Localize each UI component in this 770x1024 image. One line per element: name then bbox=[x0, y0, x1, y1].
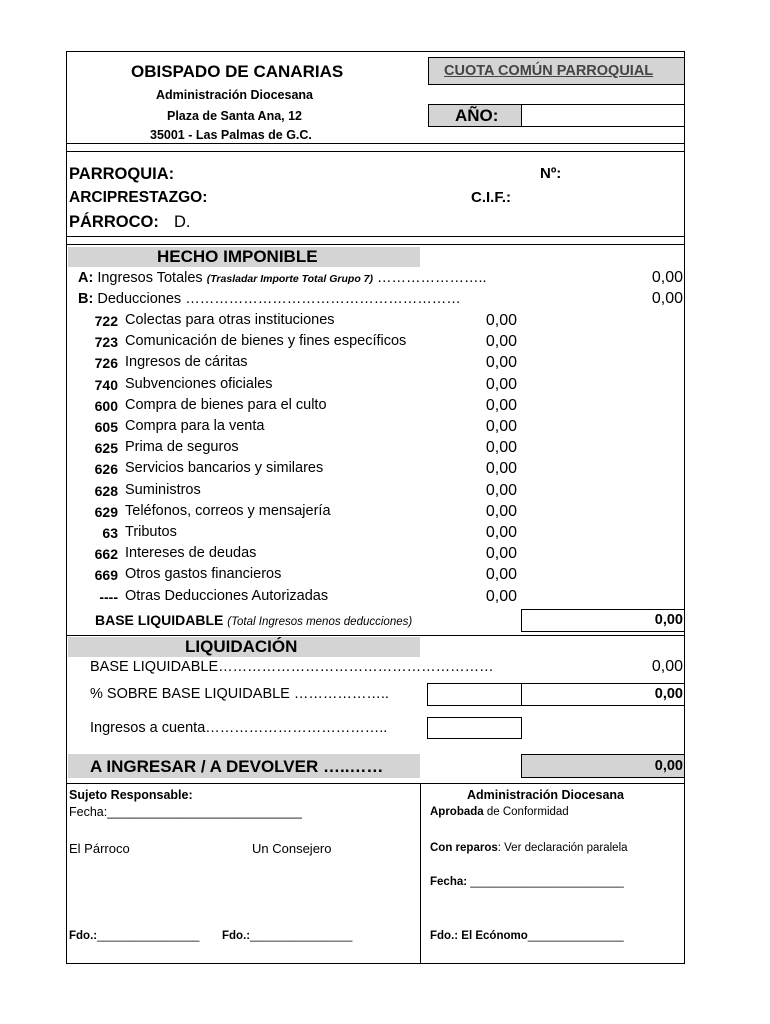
deduction-desc: Colectas para otras instituciones bbox=[125, 312, 335, 328]
deduction-code: 669 bbox=[94, 567, 118, 583]
pct-input[interactable] bbox=[427, 683, 522, 706]
deduction-value: 0,00 bbox=[485, 376, 517, 393]
base-liquidable-row: BASE LIQUIDABLE (Total Ingresos menos deducciones) bbox=[95, 612, 413, 628]
deduction-desc: Ingresos de cáritas bbox=[125, 354, 248, 370]
pct-result-value: 0,00 bbox=[654, 686, 683, 702]
divider bbox=[66, 236, 685, 237]
liq-base-label: BASE LIQUIDABLE………………………………………………… bbox=[90, 659, 494, 675]
deduction-desc: Tributos bbox=[125, 524, 177, 540]
deduction-value: 0,00 bbox=[485, 545, 517, 562]
deduction-value: 0,00 bbox=[485, 312, 517, 329]
org-title: OBISPADO DE CANARIAS bbox=[131, 62, 344, 81]
parroquia-label: PARROQUIA: bbox=[69, 165, 175, 183]
deduction-code: 63 bbox=[102, 525, 118, 541]
year-label: AÑO: bbox=[455, 106, 499, 125]
deduction-desc: Suministros bbox=[125, 482, 201, 498]
city: 35001 - Las Palmas de G.C. bbox=[150, 128, 312, 142]
deduction-value: 0,00 bbox=[485, 566, 517, 583]
deduction-value: 0,00 bbox=[485, 588, 517, 605]
divider bbox=[66, 151, 685, 152]
deduction-desc: Prima de seguros bbox=[125, 439, 239, 455]
deduction-value: 0,00 bbox=[485, 482, 517, 499]
deduction-code: 726 bbox=[94, 355, 118, 371]
deduction-code: 629 bbox=[94, 504, 118, 520]
deducciones-row: B: Deducciones ………………………………………………… bbox=[78, 291, 461, 307]
ingresar-value: 0,00 bbox=[654, 758, 683, 774]
deduction-code: 723 bbox=[94, 334, 118, 350]
ingresos-value: 0,00 bbox=[651, 269, 683, 286]
fdo-economo[interactable]: Fdo.: El Ecónomo_______________ bbox=[430, 930, 624, 942]
aprobada-row: Aprobada de Conformidad bbox=[430, 806, 569, 818]
deduction-value: 0,00 bbox=[485, 418, 517, 435]
deduction-value: 0,00 bbox=[485, 503, 517, 520]
deduction-value: 0,00 bbox=[485, 354, 517, 371]
deduction-desc: Comunicación de bienes y fines específicos bbox=[125, 333, 407, 349]
deducciones-value: 0,00 bbox=[651, 290, 683, 307]
base-liquidable-value: 0,00 bbox=[654, 612, 683, 628]
deduction-desc: Otros gastos financieros bbox=[125, 566, 282, 582]
address: Plaza de Santa Ana, 12 bbox=[167, 109, 303, 123]
fecha-field[interactable]: Fecha:____________________________ bbox=[69, 805, 302, 819]
doc-title: CUOTA COMÚN PARROQUIAL bbox=[444, 63, 654, 79]
year-input[interactable] bbox=[521, 104, 685, 127]
deduction-code: 740 bbox=[94, 377, 118, 393]
deduction-desc: Compra para la venta bbox=[125, 418, 265, 434]
arciprestazgo-label: ARCIPRESTAZGO: bbox=[69, 189, 208, 206]
footer-divider bbox=[420, 783, 421, 964]
deduction-desc: Subvenciones oficiales bbox=[125, 376, 273, 392]
deduction-code: 625 bbox=[94, 440, 118, 456]
admin-subtitle: Administración Diocesana bbox=[156, 88, 313, 102]
parroco-value: D. bbox=[174, 213, 191, 231]
admin-footer-title: Administración Diocesana bbox=[467, 788, 624, 802]
divider bbox=[66, 244, 685, 245]
liq-base-value: 0,00 bbox=[651, 658, 683, 675]
parroco-sign-label: El Párroco bbox=[69, 841, 130, 856]
deduction-desc: Servicios bancarios y similares bbox=[125, 460, 324, 476]
reparos-row: Con reparos: Ver declaración paralela bbox=[430, 842, 628, 854]
parroco-label: PÁRROCO: bbox=[69, 213, 159, 231]
deduction-desc: Otras Deducciones Autorizadas bbox=[125, 588, 329, 604]
deduction-desc: Compra de bienes para el culto bbox=[125, 397, 327, 413]
divider bbox=[66, 635, 685, 636]
deduction-value: 0,00 bbox=[485, 460, 517, 477]
deduction-code: 600 bbox=[94, 398, 118, 414]
admin-fecha-field[interactable]: Fecha: ________________________ bbox=[430, 876, 624, 888]
deduction-code: 628 bbox=[94, 483, 118, 499]
consejero-sign-label: Un Consejero bbox=[252, 841, 332, 856]
fdo-parroco[interactable]: Fdo.:________________ bbox=[69, 930, 200, 942]
deduction-code: 626 bbox=[94, 461, 118, 477]
divider bbox=[66, 783, 685, 784]
section-title-hecho: HECHO IMPONIBLE bbox=[157, 247, 318, 266]
deduction-code: 605 bbox=[94, 419, 118, 435]
deduction-desc: Teléfonos, correos y mensajería bbox=[125, 503, 331, 519]
ingresar-label: A INGRESAR / A DEVOLVER …..…… bbox=[90, 757, 384, 776]
section-title-liquidacion: LIQUIDACIÓN bbox=[185, 637, 298, 656]
ingresos-row: A: Ingresos Totales (Trasladar Importe Total Grupo 7) ………………….. bbox=[78, 270, 487, 286]
deduction-value: 0,00 bbox=[485, 333, 517, 350]
pct-label: % SOBRE BASE LIQUIDABLE ……………….. bbox=[90, 686, 389, 702]
deduction-value: 0,00 bbox=[485, 524, 517, 541]
deduction-value: 0,00 bbox=[485, 439, 517, 456]
cuenta-input[interactable] bbox=[427, 717, 522, 739]
cuenta-label: Ingresos a cuenta……………………………….. bbox=[90, 720, 388, 736]
fdo-consejero[interactable]: Fdo.:________________ bbox=[222, 930, 353, 942]
cif-label: C.I.F.: bbox=[471, 189, 511, 206]
sujeto-label: Sujeto Responsable: bbox=[69, 788, 193, 802]
deduction-desc: Intereses de deudas bbox=[125, 545, 257, 561]
deduction-code: ---- bbox=[99, 589, 118, 605]
divider bbox=[66, 143, 685, 144]
deduction-value: 0,00 bbox=[485, 397, 517, 414]
deduction-code: 722 bbox=[94, 313, 118, 329]
deduction-code: 662 bbox=[94, 546, 118, 562]
numero-label: Nº: bbox=[540, 165, 562, 182]
